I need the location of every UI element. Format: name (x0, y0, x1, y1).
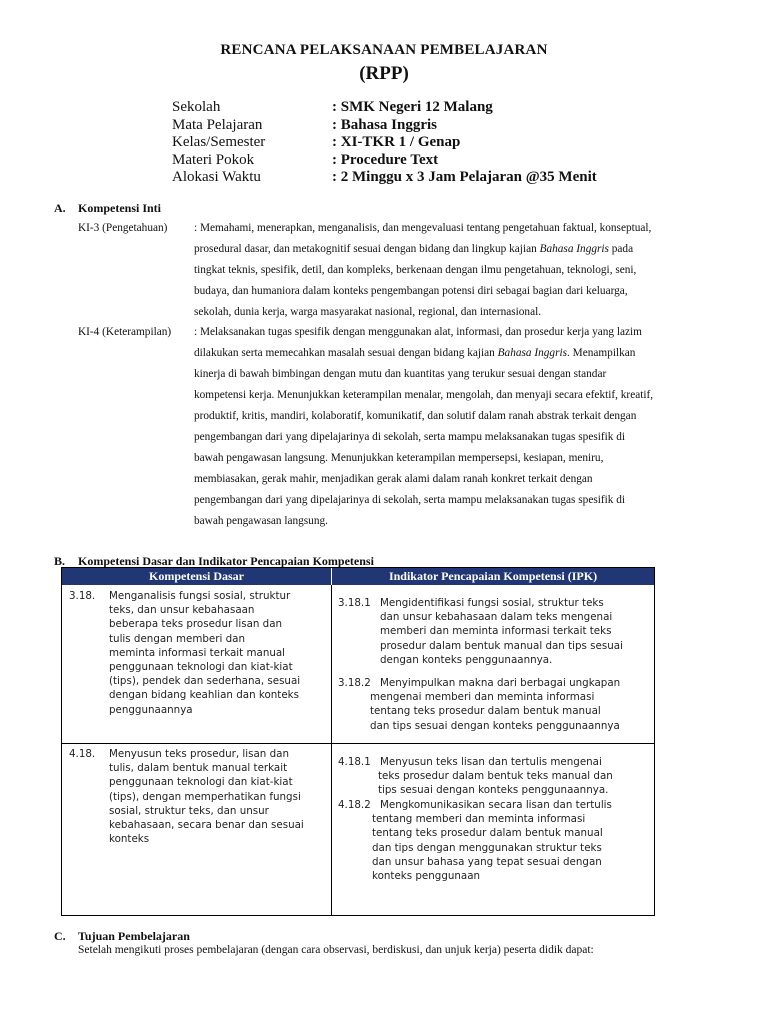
text-line: tulis dengan memberi dan (109, 632, 245, 645)
text-line: tulis, dalam bentuk manual terkait (109, 762, 288, 775)
text-line: tentang memberi dan meminta informasi (372, 813, 586, 826)
text-line: penggunaannya (109, 703, 193, 716)
text-line: Menyusun teks lisan dan tertulis mengenai (380, 756, 602, 768)
meta-label: Sekolah (172, 99, 221, 115)
identity-block (172, 99, 597, 187)
section-letter: C. (54, 929, 66, 943)
text-line: penggunaan teknologi dan kiat-kiat (109, 776, 293, 789)
text-line: bawah pengawasan langsung. (194, 515, 328, 527)
text-line: prosedur dalam bentuk manual dan tips sesuai (380, 639, 623, 652)
ipk-item (338, 755, 650, 801)
text-line: produktif, kritis, mandiri, kolaboratif, komunikatif, dan solutif dalam ranah abstrak terkait dengan (194, 410, 637, 422)
meta-label: Alokasi Waktu (172, 169, 261, 185)
text-line: mengenai memberi dan meminta informasi (370, 691, 595, 704)
kd-number: 3.18. (69, 590, 96, 602)
meta-value: : SMK Negeri 12 Malang (332, 99, 493, 115)
meta-row-class (172, 134, 597, 152)
text-line: dan tips sesuai dengan konteks penggunaannya (370, 719, 620, 732)
meta-label: Kelas/Semester (172, 134, 266, 150)
text-line: prosedural dasar, dan metakognitif sesuai dengan bidang dan lingkup kajian Bahasa Inggris pada (194, 243, 634, 255)
ipk-text (378, 769, 613, 797)
text-line: bawah pengawasan langsung. Menunjukkan keterampilan mempersepsi, kesiapan, meniru, (194, 452, 604, 464)
text-line: Mengidentifikasi fungsi sosial, struktur teks (380, 597, 604, 609)
text-line: sekolah, dunia kerja, warga masyarakat nasional, regional, dan internasional. (194, 306, 542, 318)
text-line: memberi dan meminta informasi terkait teks (380, 625, 612, 638)
section-title: Kompetensi Dasar dan Indikator Pencapaian Kompetensi (78, 554, 374, 568)
text-line: (tips), dengan memperhatikan fungsi (109, 790, 301, 803)
text-line: dan unsur bahasa yang tepat sesuai dengan (372, 855, 602, 868)
meta-row-school (172, 99, 597, 117)
text-line: : Memahami, menerapkan, menganalisis, dan mengevaluasi tentang pengetahuan faktual, konseptual, (194, 222, 652, 234)
ipk-text (372, 812, 603, 883)
text-line: kebahasaan, secara benar dan sesuai (109, 819, 304, 832)
text-line: Mengkomunikasikan secara lisan dan tertulis (380, 799, 612, 811)
meta-row-subject (172, 117, 597, 135)
section-letter: A. (54, 201, 66, 215)
ipk-item (338, 596, 650, 668)
ki3-text (194, 218, 754, 323)
ipk-number: 4.18.2 (338, 799, 371, 811)
meta-value: : Bahasa Inggris (332, 116, 438, 133)
document-subtitle: (RPP) (359, 63, 409, 84)
row-divider (62, 743, 654, 744)
section-title: Kompetensi Inti (78, 201, 162, 215)
text-line: Menyusun teks prosedur, lisan dan (109, 748, 289, 760)
meta-label: Mata Pelajaran (172, 116, 263, 133)
text-line: konteks penggunaan (372, 870, 481, 882)
column-divider (331, 585, 332, 915)
text-line: pengembangan dari yang dipelajarinya di sekolah, serta mampu melaksanakan tugas spesifik di (194, 431, 626, 443)
kd-number: 4.18. (69, 748, 96, 760)
text-line: dan unsur kebahasaan dalam teks mengenai (380, 611, 613, 624)
text-line: beberapa teks prosedur lisan dan (109, 618, 283, 631)
text-line: dengan bidang keahlian dan konteks (109, 689, 299, 702)
ipk-number: 3.18.1 (338, 597, 371, 609)
section-title: Tujuan Pembelajaran (78, 929, 190, 943)
text-line: penggunaan teknologi dan kiat-kiat (109, 661, 293, 674)
ipk-number: 3.18.2 (338, 677, 371, 689)
text-line: (tips), pendek dan sederhana, sesuai (109, 675, 301, 688)
text-line: budaya, dan humaniora dalam konteks pengembangan potensi diri sebagai bagian dari keluarga, (194, 285, 628, 297)
text-line: membiasakan, gerak mahir, menjadikan gerak alami dalam ranah konkret terkait dengan (194, 473, 593, 485)
meta-value: : XI-TKR 1 / Genap (332, 134, 461, 150)
text-line: kinerja di bawah bimbingan dengan mutu dan kuantitas yang terukur sesuai dengan standar (194, 368, 607, 380)
meta-row-topic (172, 152, 597, 170)
text-line: dilakukan serta memecahkan masalah sesuai dengan bidang kajian Bahasa Inggris. Menampilkan (194, 347, 636, 359)
text-line: Menyimpulkan makna dari berbagai ungkapan (380, 677, 621, 689)
meta-value: : 2 Minggu x 3 Jam Pelajaran @35 Menit (332, 169, 597, 185)
text-line: tips sesuai dengan konteks penggunaannya. (378, 784, 609, 797)
kd-text (109, 589, 300, 717)
table-cell-kd (69, 747, 327, 857)
ipk-text (380, 610, 623, 667)
meta-label: Materi Pokok (172, 151, 255, 168)
text-line: : Melaksanakan tugas spesifik dengan menggunakan alat, informasi, dan prosedur kerja yang lazim (194, 326, 642, 338)
text-line: tentang teks prosedur dalam bentuk manual (370, 705, 601, 718)
meta-row-time (172, 169, 597, 187)
competency-table (61, 567, 655, 916)
section-a-heading (54, 201, 161, 216)
column-header-ipk: Indikator Pencapaian Kompetensi (IPK) (332, 568, 654, 585)
text-line: kompetensi kerja. Menunjukkan keterampilan menalar, mengolah, dan menyaji secara efektif, kreatif, (194, 389, 654, 401)
text-line: konteks (109, 833, 150, 846)
text-line: tingkat teknis, spesifik, detil, dan kompleks, berkenaan dengan ilmu pengetahuan, teknologi, seni, (194, 264, 637, 276)
text-line: teks, dan unsur kebahasaan (109, 604, 255, 617)
ipk-item (338, 676, 650, 736)
ipk-item (338, 798, 650, 886)
ki3-label: KI-3 (Pengetahuan) (78, 222, 168, 234)
text-line: Menganalisis fungsi sosial, struktur (109, 590, 291, 602)
ipk-number: 4.18.1 (338, 756, 371, 768)
kd-text (109, 747, 304, 846)
table-cell-kd (69, 589, 327, 739)
text-line: teks prosedur dalam bentuk teks manual dan (378, 770, 613, 783)
text-line: pengembangan dari yang dipelajarinya di sekolah, serta mampu melaksanakan tugas spesifik di (194, 494, 626, 506)
section-letter: B. (54, 554, 66, 568)
text-line: dengan konteks penggunaannya. (380, 653, 553, 666)
text-line: tentang teks prosedur dalam bentuk manual (372, 827, 603, 840)
column-header-kd: Kompetensi Dasar (62, 568, 331, 585)
section-c-intro: Setelah mengikuti proses pembelajaran (dengan cara observasi, berdiskusi, dan unjuk kerja) peserta didik dapat: (78, 944, 594, 956)
meta-value: : Procedure Text (332, 151, 439, 168)
text-line: sosial, struktur teks, dan unsur (109, 804, 269, 817)
ki4-text (194, 322, 754, 532)
ipk-text (370, 690, 620, 733)
section-c-heading (54, 929, 190, 944)
document-title: RENCANA PELAKSANAAN PEMBELAJARAN (220, 42, 548, 58)
text-line: dan tips dengan menggunakan struktur teks (372, 841, 602, 854)
text-line: meminta informasi terkait manual (109, 646, 286, 659)
ki4-label: KI-4 (Keterampilan) (78, 326, 172, 338)
